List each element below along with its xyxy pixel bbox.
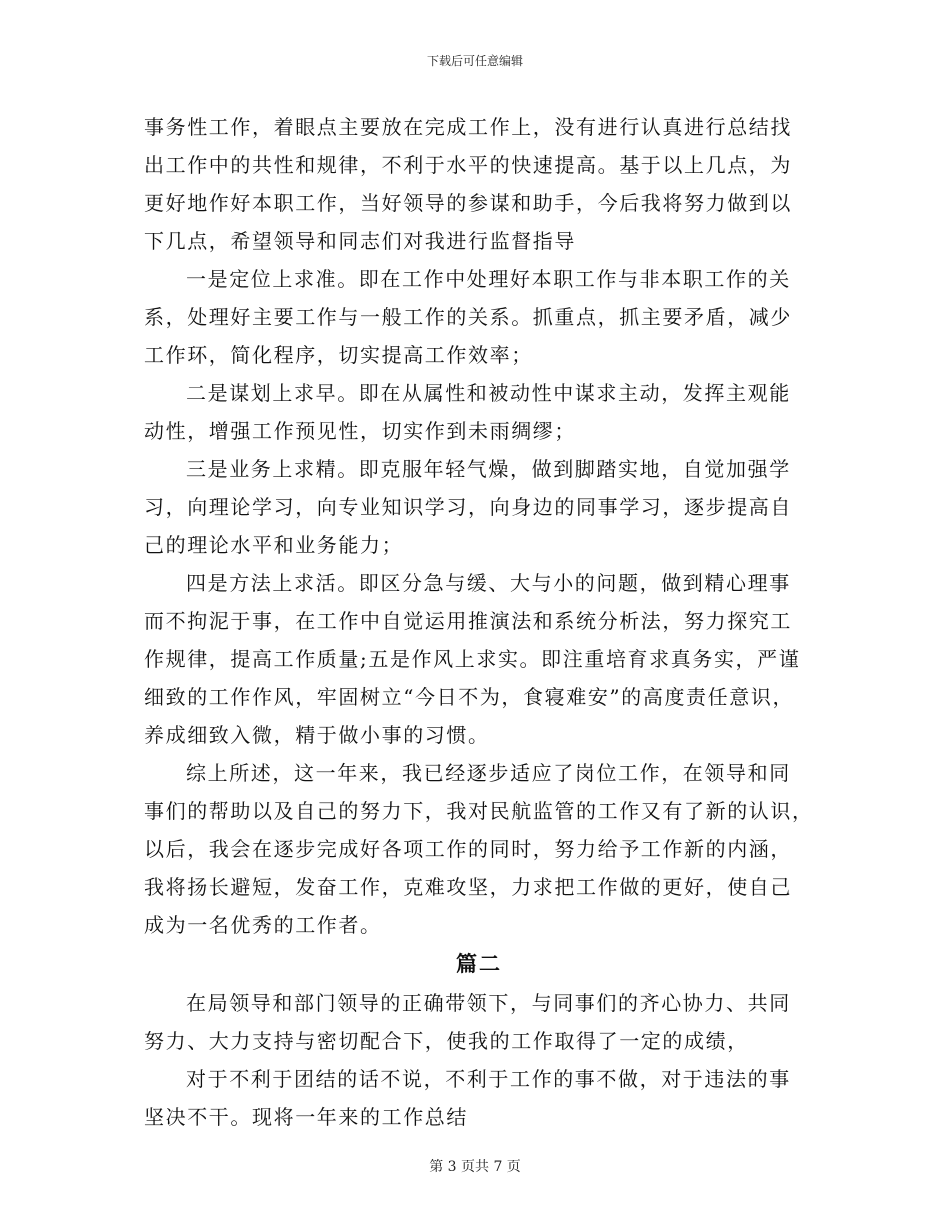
text-line: 坚决不干。现将一年来的工作总结 (144, 1105, 468, 1129)
text-line: 下几点，希望领导和同志们对我进行监督指导 (144, 229, 576, 253)
section-heading: 篇二 (456, 951, 502, 976)
text-line: 我将扬长避短，发奋工作，克难攻坚，力求把工作做的更好，使自己 (144, 875, 792, 899)
text-line: 对于不利于团结的话不说，不利于工作的事不做，对于违法的事 (186, 1067, 791, 1091)
text-line: 事务性工作，着眼点主要放在完成工作上，没有进行认真进行总结找 (144, 115, 792, 139)
text-line: 己的理论水平和业务能力； (144, 533, 404, 557)
page-number-footer: 第 3 页共 7 页 (429, 1159, 521, 1175)
text-line: 在局领导和部门领导的正确带领下，与同事们的齐心协力、共同 (186, 991, 791, 1015)
text-line: 习，向理论学习，向专业知识学习，向身边的同事学习，逐步提高自 (144, 495, 792, 519)
text-line: 三是业务上求精。即克服年轻气燥，做到脚踏实地，自觉加强学 (186, 457, 791, 481)
text-line: 更好地作好本职工作，当好领导的参谋和助手，今后我将努力做到以 (144, 191, 792, 215)
text-line: 系，处理好主要工作与一般工作的关系。抓重点，抓主要矛盾，减少 (144, 305, 792, 329)
text-line: 以后，我会在逐步完成好各项工作的同时，努力给予工作新的内涵， (144, 837, 792, 861)
text-line: 养成细致入微，精于做小事的习惯。 (144, 723, 490, 747)
document-body (144, 108, 814, 1136)
text-line: 四是方法上求活。即区分急与缓、大与小的问题，做到精心理事 (186, 571, 791, 595)
text-line: 综上所述，这一年来，我已经逐步适应了岗位工作，在领导和同 (186, 761, 791, 785)
page-header: 下载后可任意编辑 (426, 54, 523, 68)
text-line: 作规律，提高工作质量;五是作风上求实。即注重培育求真务实，严谨 (144, 647, 801, 671)
text-line: 努力、大力支持与密切配合下，使我的工作取得了一定的成绩， (144, 1029, 749, 1053)
text-line: 事们的帮助以及自己的努力下，我对民航监管的工作又有了新的认识， (144, 799, 814, 823)
text-line: 二是谋划上求早。即在从属性和被动性中谋求主动，发挥主观能 (186, 381, 791, 405)
text-line: 成为一名优秀的工作者。 (144, 913, 382, 937)
text-line: 而不拘泥于事，在工作中自觉运用推演法和系统分析法，努力探究工 (144, 609, 792, 633)
text-line: 出工作中的共性和规律，不利于水平的快速提高。基于以上几点，为 (144, 153, 792, 177)
text-line: 一是定位上求准。即在工作中处理好本职工作与非本职工作的关 (186, 267, 791, 291)
text-line: 动性，增强工作预见性，切实作到未雨绸缪； (144, 419, 576, 443)
text-line: 工作环，简化程序，切实提高工作效率； (144, 343, 533, 367)
text-line: 细致的工作作风，牢固树立“今日不为，食寝难安”的高度责任意识， (144, 685, 795, 709)
